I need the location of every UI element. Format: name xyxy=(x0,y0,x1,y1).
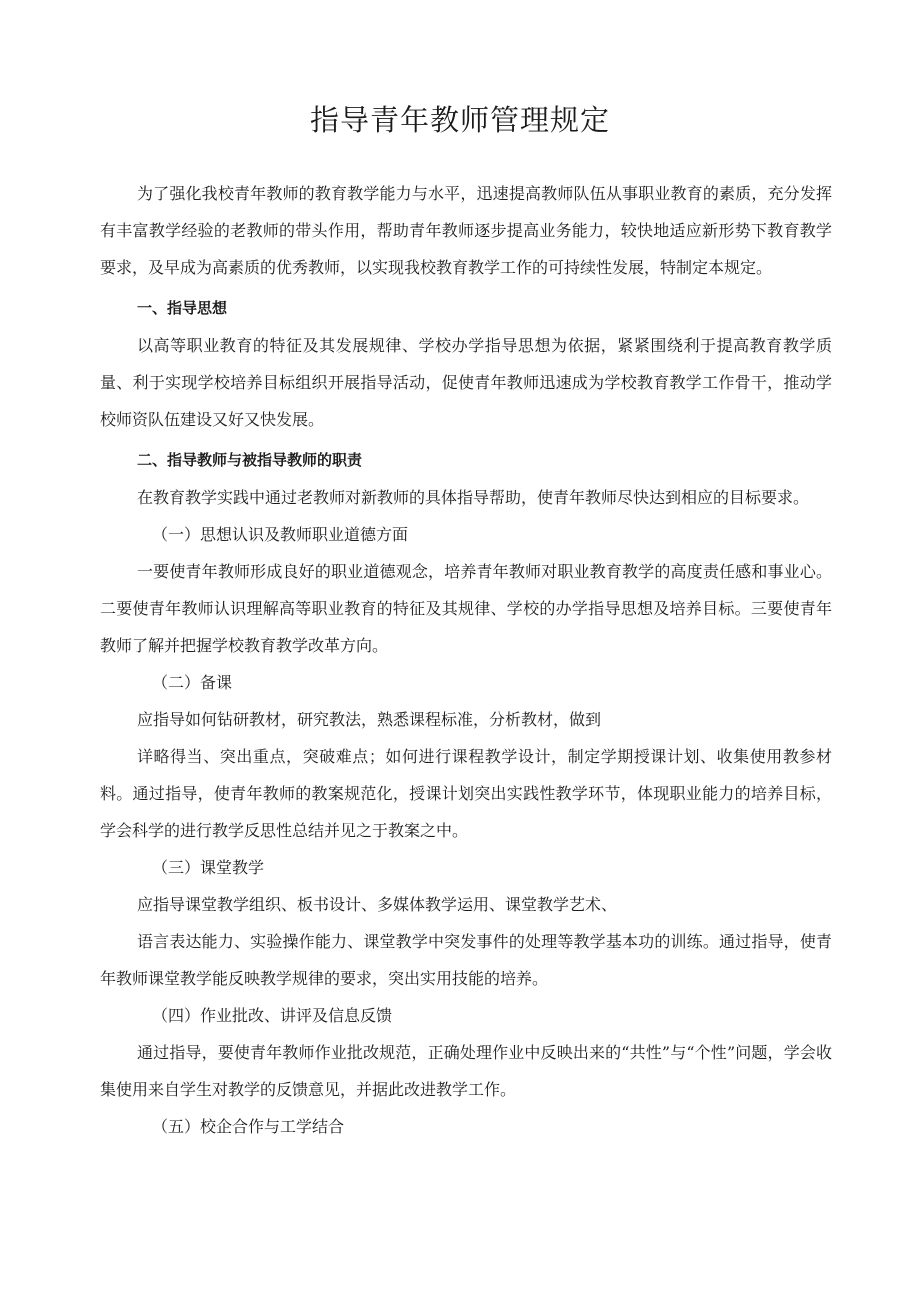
subsection-line-classroom-1: 应指导课堂教学组织、板书设计、多媒体教学运用、课堂教学艺术、 xyxy=(137,895,618,914)
document-body xyxy=(100,175,832,1145)
document-title: 指导青年教师管理规定 xyxy=(309,103,610,137)
subsection-heading-classroom: （三）课堂教学 xyxy=(152,858,265,877)
subsection-line-classroom-2: 语言表达能力、实验操作能力、课堂教学中突发事件的处理等教学基本功的训练。通过指导，使青年教师课堂教学能反映教学规律的要求，突出实用技能的培养。 xyxy=(100,932,832,988)
subsection-heading-school-enterprise: （五）校企合作与工学结合 xyxy=(152,1117,345,1136)
section-body-responsibilities: 在教育教学实践中通过老教师对新教师的具体指导帮助，使青年教师尽快达到相应的目标要求。 xyxy=(137,488,810,507)
subsection-heading-homework: （四）作业批改、讲评及信息反馈 xyxy=(152,1006,393,1025)
subsection-heading-lesson-prep: （二）备课 xyxy=(152,673,233,692)
section-body-guiding-ideology: 以高等职业教育的特征及其发展规律、学校办学指导思想为依据，紧紧围绕利于提高教育教学质量、利于实现学校培养目标组织开展指导活动，促使青年教师迅速成为学校教育教学工作骨干，推动学校师资队伍建设又好又快发展。 xyxy=(100,336,832,429)
section-heading-guiding-ideology: 一、指导思想 xyxy=(137,299,228,317)
subsection-heading-ethics: （一）思想认识及教师职业道德方面 xyxy=(152,525,409,544)
subsection-body-ethics: 一要使青年教师形成良好的职业道德观念，培养青年教师对职业教育教学的高度责任感和事业心。二要使青年教师认识理解高等职业教育的特征及其规律、学校的办学指导思想及培养目标。三要使青年教师了解并把握学校教育教学改革方向。 xyxy=(100,562,832,655)
section-heading-responsibilities: 二、指导教师与被指导教师的职责 xyxy=(137,451,363,469)
subsection-line-lesson-prep-1: 应指导如何钻研教材，研究教法，熟悉课程标准，分析教材，做到 xyxy=(137,710,602,729)
subsection-line-lesson-prep-2: 详略得当、突出重点，突破难点；如何进行课程教学设计，制定学期授课计划、收集使用教参材料。通过指导，使青年教师的教案规范化，授课计划突出实践性教学环节，体现职业能力的培养目标，学会科学的进行教学反思性总结并见之于教案之中。 xyxy=(100,747,832,840)
intro-paragraph: 为了强化我校青年教师的教育教学能力与水平，迅速提高教师队伍从事职业教育的素质，充分发挥有丰富教学经验的老教师的带头作用，帮助青年教师逐步提高业务能力，较快地适应新形势下教育教学要求，及早成为高素质的优秀教师，以实现我校教育教学工作的可持续性发展，特制定本规定。 xyxy=(100,184,832,277)
subsection-body-homework: 通过指导，要使青年教师作业批改规范，正确处理作业中反映出来的“共性”与“个性”问题，学会收集使用来自学生对教学的反馈意见，并据此改进教学工作。 xyxy=(100,1043,832,1099)
